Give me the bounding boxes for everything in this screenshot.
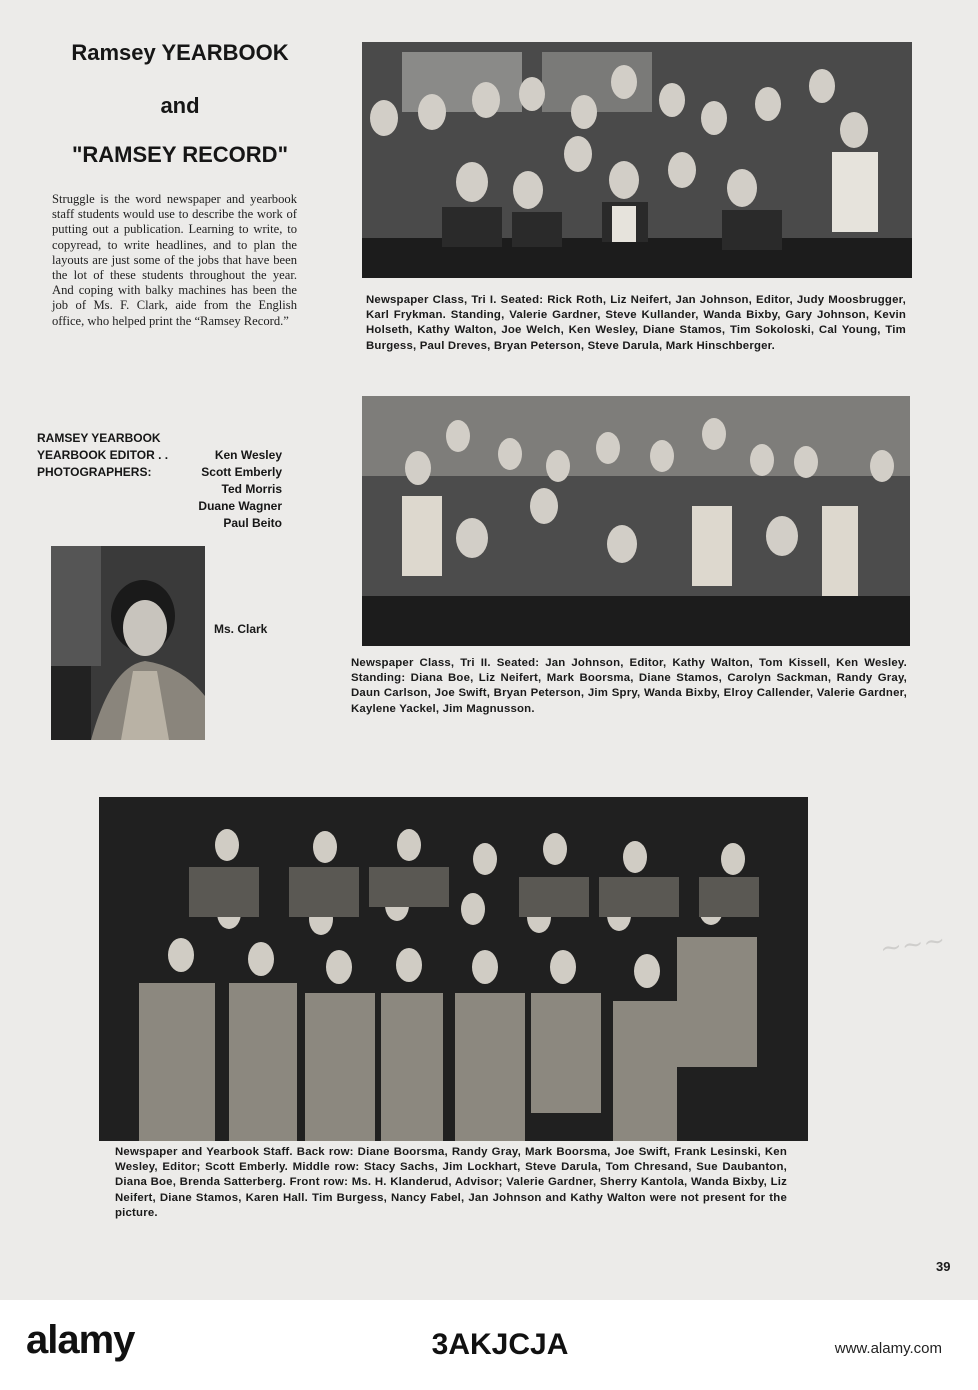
- yearbook-credits: [37, 430, 282, 532]
- tri-2-caption: Newspaper Class, Tri II. Seated: Jan Johnson, Editor, Kathy Walton, Tom Kissell, Ken Wesley. Standing: Diana Boe, Liz Neifert, Mark Boorsma, Diane Stamos, Carolyn Sackman, Randy Gray, Daun Carlson, Joe Swift, Bryan Peterson, Jim Spry, Wanda Bixby, Elroy Callender, Valerie Gardner, Kaylene Yackel, Jim Magnusson.: [351, 657, 907, 715]
- page-title-line3: "RAMSEY RECORD": [71, 142, 289, 167]
- photographer-name: Scott Emberly: [201, 465, 282, 479]
- tri-1-class-photo: [362, 42, 912, 278]
- editor-name: Ken Wesley: [214, 448, 282, 462]
- handwriting-bleed: ~~~: [878, 925, 948, 965]
- intro-paragraph: Struggle is the word newspaper and yearbook staff students would use to describe the work of putting out a publication. Learning to write, to copyread, to write headlines, and to plan the layouts are just some of the jobs that have been the lot of these students throughout the year. And coping with balky machines has been the job of Ms. F. Clark, aide from the English office, who helped print the “Ramsey Record.”: [52, 192, 297, 328]
- photographer-name: Paul Beito: [223, 516, 282, 530]
- staff-caption: Newspaper and Yearbook Staff. Back row: Diane Boorsma, Randy Gray, Mark Boorsma, Joe Swift, Frank Lesinski, Ken Wesley, Editor; Scott Emberly. Middle row: Stacy Sachs, Jim Lockhart, Steve Darula, Tom Chresand, Sue Daubanton, Diana Boe, Brenda Satterberg. Front row: Ms. H. Klanderud, Advisor; Valerie Gardner, Sherry Kantola, Wanda Bixby, Liz Neifert, Diane Stamos, Karen Hall. Tim Burgess, Nancy Fabel, Jan Johnson and Kathy Walton were not present for the picture.: [115, 1146, 787, 1219]
- image-id: 3AKJCJA: [431, 1328, 569, 1361]
- page-title-line2: and: [160, 93, 200, 118]
- photographers-label: PHOTOGRAPHERS:: [37, 465, 152, 479]
- page-title-line1: Ramsey YEARBOOK: [71, 40, 289, 65]
- ms-clark-portrait: [51, 546, 205, 740]
- tri-2-class-photo: [362, 396, 910, 646]
- stock-footer: [0, 1300, 978, 1390]
- credits-section-heading: RAMSEY YEARBOOK: [37, 431, 161, 445]
- editor-label: YEARBOOK EDITOR . .: [37, 448, 169, 462]
- photographer-name: Ted Morris: [221, 482, 282, 496]
- staff-group-photo: [99, 797, 808, 1141]
- site-url[interactable]: www.alamy.com: [834, 1340, 942, 1357]
- tri-1-caption: Newspaper Class, Tri I. Seated: Rick Roth, Liz Neifert, Jan Johnson, Editor, Judy Moosbrugger, Karl Frykman. Standing, Valerie Gardner, Steve Kullander, Wanda Bixby, Gary Johnson, Kevin Holseth, Kathy Walton, Joe Welch, Ken Wesley, Diane Stamos, Tim Sokoloski, Cal Young, Tim Burgess, Paul Dreves, Bryan Peterson, Steve Darula, Mark Hinschberger.: [366, 294, 906, 352]
- page-number: 39: [936, 1259, 951, 1274]
- portrait-caption: Ms. Clark: [214, 622, 268, 636]
- photographer-name: Duane Wagner: [198, 499, 282, 513]
- alamy-logo: alamy: [26, 1318, 135, 1362]
